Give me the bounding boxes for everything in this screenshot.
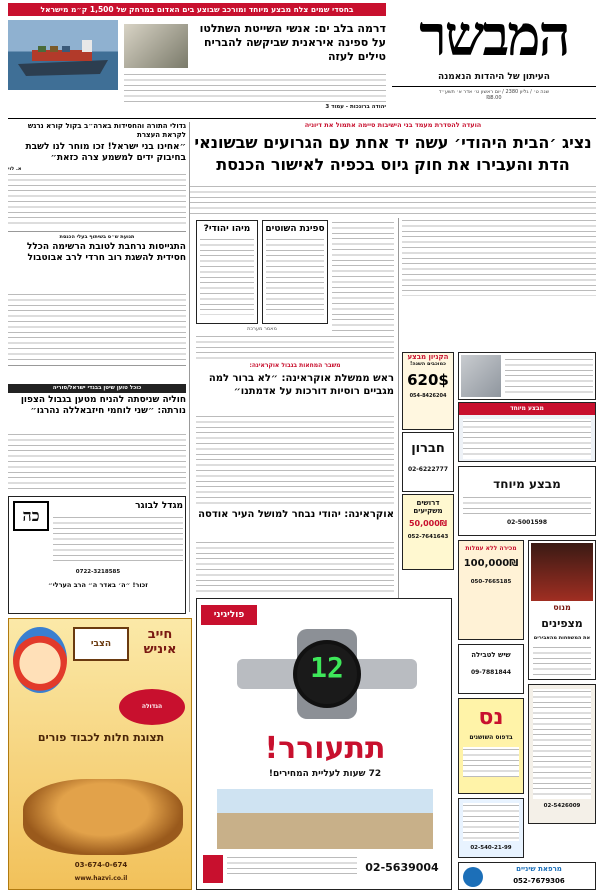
ad-clinic-title: מרפאת שיניים [516, 865, 562, 873]
editorial-label: מאמר מערכת [247, 326, 277, 332]
ad-banner-b[interactable] [458, 402, 596, 462]
ad-tzafuinim-title: מצפינים [541, 617, 583, 630]
left-news-item1-quote[interactable]: ״אחינו בני ישראל! זכו מוחר לנו לשבת בחיבוק ידים למשמע צרה כזאת״ [25, 142, 186, 163]
left-news-item2-kicker: תנועת ש״ס בשיתוף בעלי הכנסת [59, 234, 135, 240]
ad-manos-brand: מנוס [553, 603, 571, 612]
ad-purim-text [17, 751, 185, 773]
ad-nes-sub: בדפוס השושנים [469, 734, 513, 741]
ad-mivtza-sub: כמוכבים השנה! [410, 361, 446, 367]
ukraine-headline[interactable]: ראש ממשלת אוקראינה: ״לא ברור למה מגביים רוסיות דורכות על אדמתנו״ [208, 373, 394, 397]
ad-purim-site[interactable]: www.hazvi.co.il [74, 875, 128, 882]
right-news-body [402, 218, 596, 296]
ad-tzafuinim[interactable] [528, 540, 596, 680]
ad-hevron[interactable] [402, 432, 454, 492]
kashrut-title[interactable]: מגדל לבוגר [135, 501, 183, 511]
column-ship-box[interactable] [262, 220, 328, 324]
ad-nes-title: נס [478, 705, 504, 730]
left-news-item2-body [8, 292, 186, 362]
ad-real-estate-title: מכירה ללא עמלות [465, 545, 517, 552]
tooth-icon [463, 867, 483, 887]
left-news-item2-headline[interactable]: התגייסות נרחבת לטובת הרשימה הכלל חסידית להשגת רוב חרדי לרב אבוטבול [26, 242, 186, 263]
ad-real-estate[interactable] [458, 540, 524, 640]
ship-photo [8, 20, 118, 90]
ad-watch-phone[interactable]: 02-5639004 [365, 861, 439, 874]
challah-image [23, 779, 183, 855]
odessa-headline[interactable]: אוקראינה: יהודי נבחר למושל העיר אודסה [198, 509, 394, 520]
masthead-dateline: שנה ט׳ / גליון 2380 / יום ראשון ט׳ אדר א׳ תשע״ד [392, 86, 596, 95]
top-story-body [124, 72, 386, 102]
top-story[interactable] [8, 20, 386, 116]
ad-bottom-small[interactable] [458, 798, 524, 858]
left-news-item1-byline: א. לוי [8, 166, 22, 172]
ad-tzafuinim-photo [531, 543, 593, 601]
ad-purim-badge: הגדולה [119, 689, 185, 725]
ad-hevron-title: חברון [411, 441, 445, 456]
ad-banner-b-text [463, 419, 591, 459]
cargo-ship-icon [8, 20, 118, 90]
masthead [392, 3, 596, 101]
ad-realestate2-phone[interactable]: 09-7881844 [470, 669, 512, 676]
ad-mivtza-phone[interactable]: 054-8426204 [409, 393, 447, 399]
kashrut-logo: כה [13, 501, 49, 531]
ad-watch-display: 12 [310, 651, 344, 684]
ad-mivtza[interactable] [402, 352, 454, 430]
left-news-item3-headline[interactable]: חוליה שניסתה להניח מטען בגבול הצפון נורתה: ״שני לוחמי חיזבאללה נהרגו״ [20, 395, 186, 416]
left-news-item3-body [8, 432, 186, 492]
kashrut-notice[interactable] [8, 496, 186, 614]
column-who-body [200, 237, 254, 315]
masthead-title[interactable]: המבשר [419, 3, 569, 69]
ukraine-kicker: משבר המחאות בגבול אוקראינה: [249, 362, 341, 369]
ad-watch-sub: 72 שעות לעליית המחירים! [268, 769, 382, 779]
ad-mivtza-meyuchad-text [463, 495, 591, 515]
center-body-b [196, 334, 394, 360]
ad-realestate2[interactable] [458, 644, 524, 694]
column-ship-title[interactable]: ספינת השוטים [265, 224, 325, 234]
ad-watch[interactable] [196, 598, 452, 890]
ad-dror-phone[interactable]: 052-7641643 [407, 534, 449, 540]
ad-watch-brand: פוליגיני [201, 605, 257, 625]
ad-nes-text [463, 747, 519, 777]
clown-image [13, 627, 67, 693]
main-deck [190, 184, 596, 214]
odessa-body [196, 540, 394, 594]
left-news-item1-headline[interactable]: גדולי התורה והחסידות בארה״ב בקול קורא נרגש לקראת העצרת [27, 122, 186, 139]
column-ship-body [266, 237, 324, 315]
ad-purim[interactable] [8, 618, 192, 890]
ad-watch-logo [203, 855, 223, 883]
ad-bottom-small-text [463, 803, 519, 841]
ad-nes[interactable] [458, 698, 524, 794]
kashrut-phone[interactable]: 0722-3218585 [75, 569, 121, 575]
ad-clinic[interactable] [458, 862, 596, 890]
ad-tzafuinim-sub: את המשפחות מהאבירים [533, 635, 591, 641]
ad-realestate2-title: שיש לטבילה [471, 651, 511, 659]
ad-watch-photo [217, 789, 433, 849]
column-who-box[interactable] [196, 220, 258, 324]
ad-hevron-phone[interactable]: 02-6222777 [407, 466, 449, 473]
ad-clinic-phone[interactable]: 052-7679306 [513, 877, 565, 885]
ad-banner-a[interactable] [458, 352, 596, 400]
ad-real-estate-phone[interactable]: 050-7665185 [470, 579, 512, 585]
ad-mivtza-title: הקניון מבצע [407, 353, 449, 361]
ad-yeshiva-phone[interactable]: 02-5426009 [543, 803, 581, 809]
left-news-item1-body [8, 172, 186, 228]
ad-banner-a-photo [461, 355, 501, 397]
ad-mivtza-meyuchad-title: מבצע מיוחד [493, 477, 561, 491]
ad-purim-title: חייב איניש [143, 627, 177, 657]
ad-watch-title[interactable]: תתעורר! [264, 731, 386, 766]
ad-mivtza-price: 620$ [407, 371, 449, 389]
zachor-notice[interactable]: זכור! ״ה׳ באדר ה״ הרב הערלי״ [48, 581, 148, 589]
ad-mivtza-meyuchad-phone[interactable]: 02-5001598 [506, 519, 548, 526]
ad-mivtza-meyuchad[interactable] [458, 466, 596, 536]
center-body-a [332, 220, 394, 340]
ad-dror[interactable] [402, 494, 454, 570]
top-story-headline[interactable]: דרמה בלב ים: אנשי השייטת השתלטו על ספינה איראנית שביקשה להבריח טילים לעזה [199, 22, 386, 63]
left-news-item3-kicker: כוכל טוען שיטן בבגדי ישראל/סוריה [8, 384, 186, 393]
column-who-title[interactable]: מיהו יהודי? [203, 224, 251, 234]
ad-dror-title: דרושים משקיעים [413, 499, 443, 515]
main-headline[interactable]: נציג ׳הבית היהודי׳ עשה יד אחת עם הגרועים שבשונאי הדת והעבירו את חוק גיוס בכפיה לאישור הכנסת [194, 133, 592, 174]
ad-purim-headline: תצוגת חלות לכבוד פורים [37, 731, 165, 744]
cargo-photo [124, 24, 188, 68]
ad-purim-brand: הצבי [73, 627, 129, 661]
ad-bottom-small-phone[interactable]: 02-540-21-99 [470, 845, 512, 851]
kashrut-body [53, 515, 183, 565]
ad-yeshiva-text [533, 689, 591, 799]
masthead-price: ₪8.00 [486, 95, 502, 101]
top-headline-strip[interactable]: בחסדי שמים צלח מבצע מיוחד ומורכב שבוצע בים האדום במרחק של 1,500 ק״מ מישראל [8, 3, 386, 16]
ad-banner-b-strip: מבצע מיוחד [459, 403, 595, 415]
main-kicker: הועדה להסדרת מעמד בני הישיבות סיימה אתמול את דיוניה [304, 121, 482, 129]
ad-yeshiva[interactable] [528, 684, 596, 824]
ad-watch-text [227, 855, 357, 875]
ad-tzafuinim-text [533, 645, 591, 675]
ad-dror-amount: 50,000₪ [408, 519, 448, 528]
top-story-byline: יהודה ברונכות - עמוד 3 [325, 104, 386, 110]
masthead-subtitle: העיתון של היהדות הנאמנה [438, 72, 550, 82]
ukraine-body [196, 414, 394, 504]
ad-real-estate-price: 100,000₪ [463, 558, 519, 569]
ad-purim-phone[interactable]: 03-674-0-674 [74, 861, 128, 869]
ad-banner-a-text [505, 357, 593, 397]
